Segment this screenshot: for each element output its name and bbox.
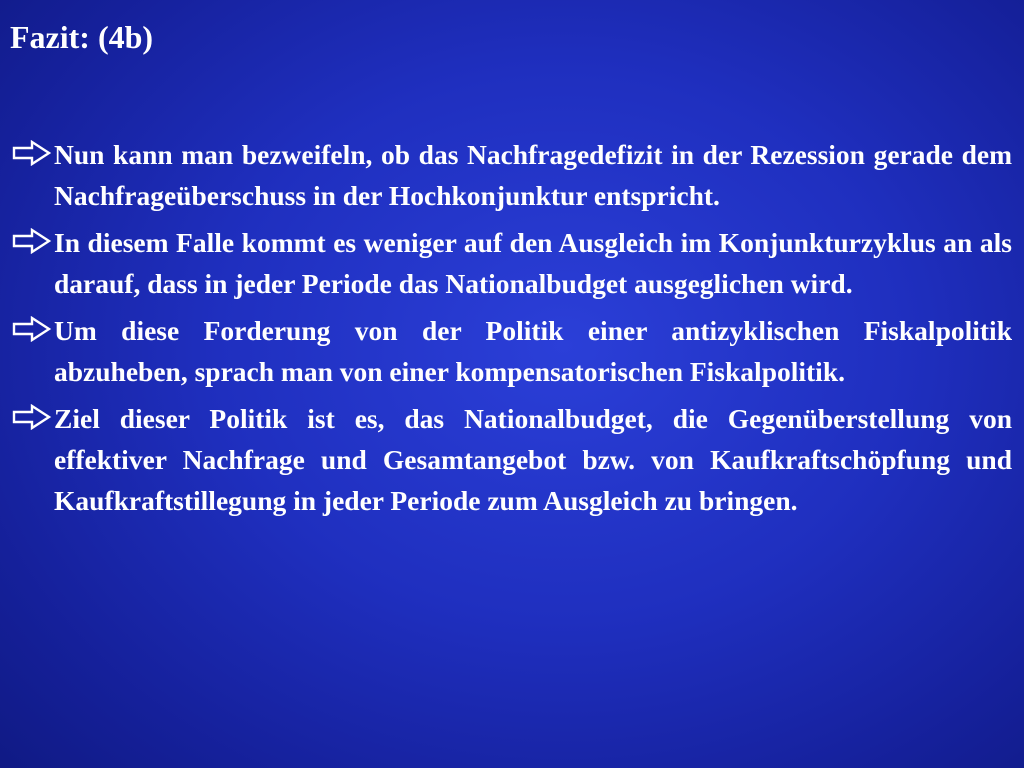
bullet-item (12, 310, 1012, 392)
bullet-text: Ziel dieser Politik ist es, das Nationalbudget, die Gegenüberstellung von effektiver Nachfrage und Gesamtangebot bzw. von Kaufkraftschöpfung und Kaufkraftstillegung in jeder Periode zum Ausgleich zu bringen. (54, 403, 1012, 516)
hollow-right-arrow-icon (12, 134, 54, 176)
hollow-right-arrow-icon (12, 222, 54, 264)
bullet-item (12, 222, 1012, 304)
slide-title: Fazit: (4b) (10, 19, 154, 55)
bullet-text: In diesem Falle kommt es weniger auf den Ausgleich im Konjunkturzyklus an als darauf, dass in jeder Periode das Nationalbudget ausgeglichen wird. (54, 227, 1012, 299)
hollow-right-arrow-icon (12, 310, 54, 352)
bullet-item (12, 134, 1012, 216)
hollow-right-arrow-icon (12, 398, 54, 440)
bullet-item (12, 398, 1012, 521)
bullet-text: Um diese Forderung von der Politik einer antizyklischen Fiskalpolitik abzuheben, sprach man von einer kompensatorischen Fiskalpolitik. (54, 315, 1012, 387)
bullet-text: Nun kann man bezweifeln, ob das Nachfragedefizit in der Rezession gerade dem Nachfrageüberschuss in der Hochkonjunktur entspricht. (54, 139, 1012, 211)
bullet-list (12, 134, 1012, 527)
